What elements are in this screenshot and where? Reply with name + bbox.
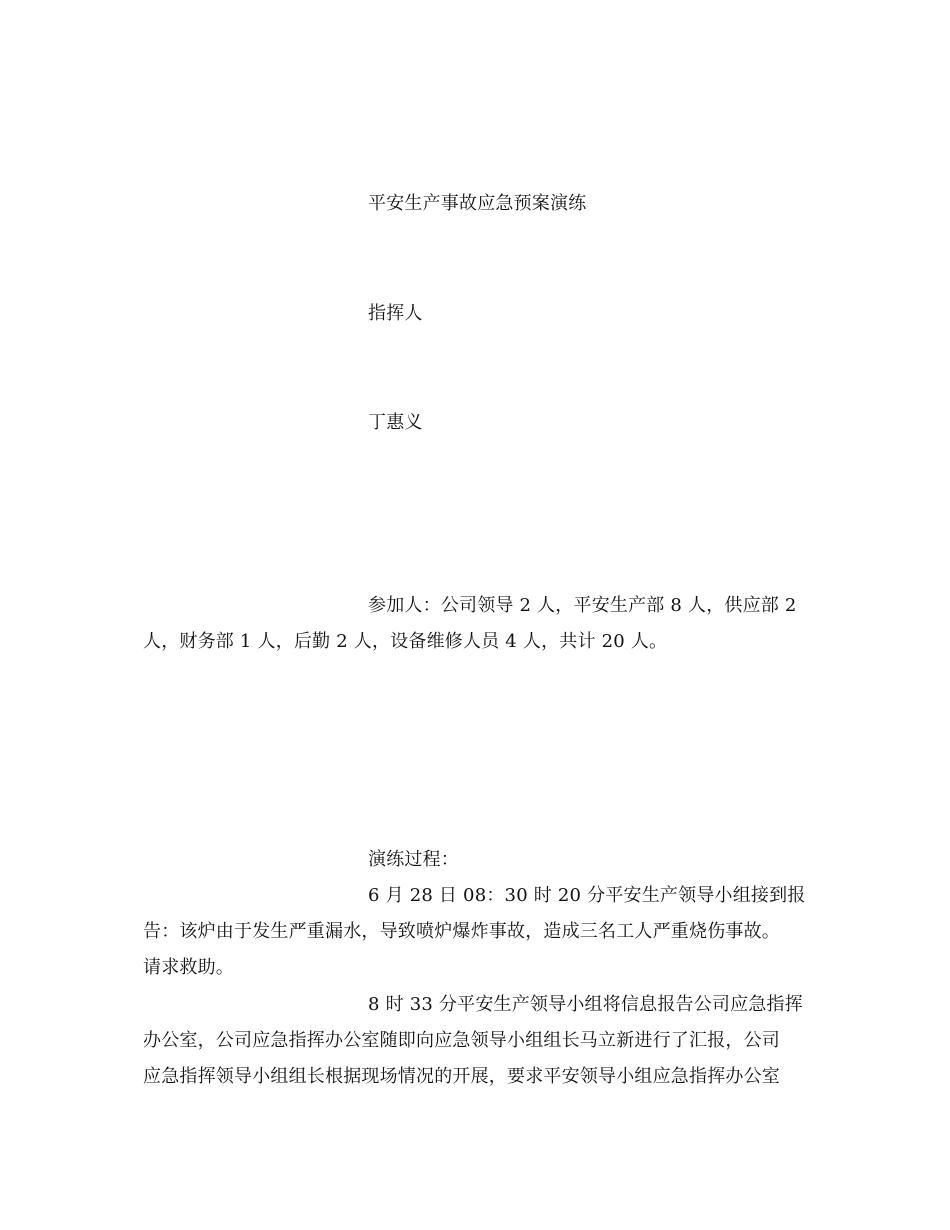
process-para1-line-2: 告：该炉由于发生严重漏水，导致喷炉爆炸事故，造成三名工人严重烧伤事故。 [143,921,780,942]
commander-label: 指挥人 [368,303,423,324]
process-para2-line-2: 办公室，公司应急指挥办公室随即向应急领导小组组长马立新进行了汇报，公司 [143,1030,780,1051]
participants-line-2: 人，财务部 1 人，后勤 2 人，设备维修人员 4 人，共计 20 人。 [143,631,668,652]
commander-name: 丁惠义 [368,412,423,433]
document-title: 平安生产事故应急预案演练 [368,193,587,214]
process-para2-line-3: 应急指挥领导小组组长根据现场情况的开展，要求平安领导小组应急指挥办公室 [143,1066,780,1087]
process-para1-line-1: 6 月 28 日 08：30 时 20 分平安生产领导小组接到报 [368,885,806,906]
process-para1-line-3: 请求救助。 [143,957,234,978]
process-para2-line-1: 8 时 33 分平安生产领导小组将信息报告公司应急指挥 [368,994,803,1015]
participants-line-1: 参加人：公司领导 2 人，平安生产部 8 人，供应部 2 [368,595,797,616]
process-heading: 演练过程： [368,849,459,870]
